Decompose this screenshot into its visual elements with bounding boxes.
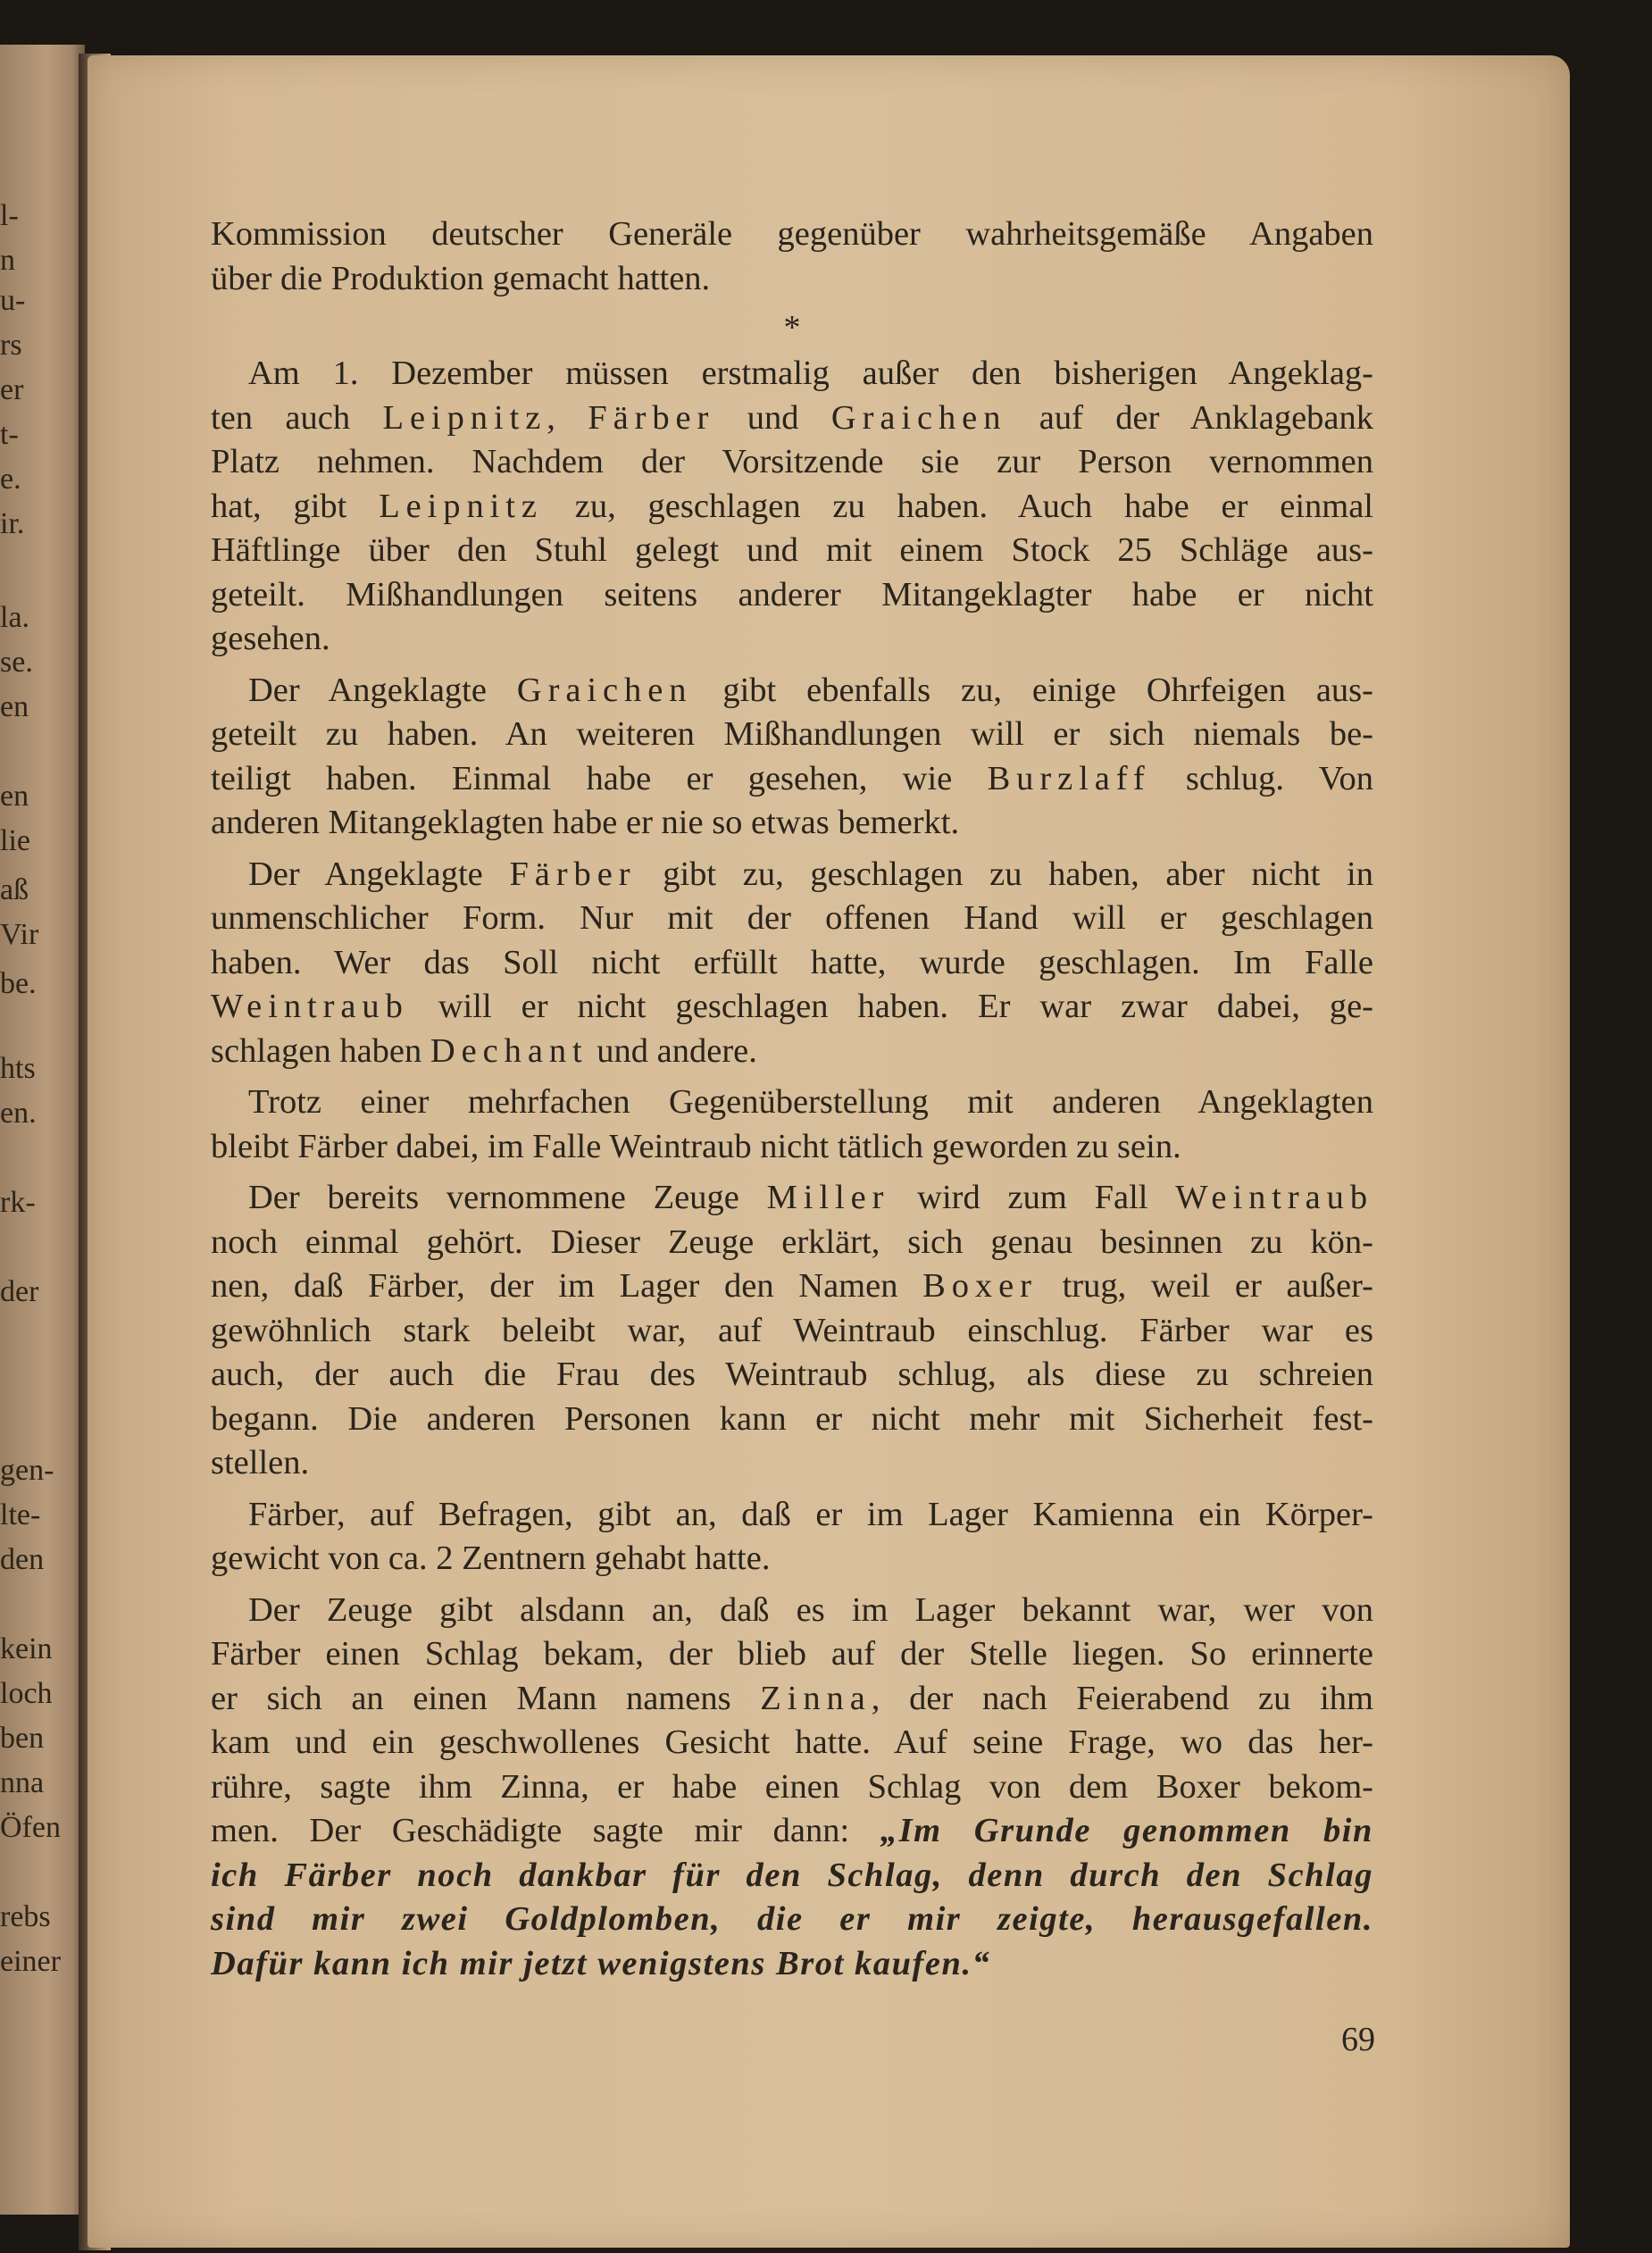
text-line: Trotz einer mehrfachen Gegenüberstellung mit anderen Angeklagten: [248, 1083, 1373, 1121]
text-line: Der Angeklagte Färber gibt zu, geschlagen zu haben, aber nicht in: [248, 855, 1373, 893]
text-line: Am 1. Dezember müssen erstmalig außer den bisherigen Angeklag-: [248, 355, 1373, 392]
text-line: geteilt. Mißhandlungen seitens anderer Mitangeklagter habe er nicht: [211, 575, 1373, 613]
left-fragment: l-: [0, 199, 19, 232]
left-fragment: ir.: [0, 507, 25, 540]
text-line: begann. Die anderen Personen kann er nicht mehr mit Sicherheit fest-: [211, 1399, 1373, 1438]
text-line: nen, daß Färber, der im Lager den Namen Boxer trug, weil er außer-: [211, 1267, 1373, 1305]
left-fragment: be.: [0, 967, 37, 1000]
left-fragment: aß: [0, 873, 29, 906]
text-line: Der Angeklagte Graichen gibt ebenfalls zu, einige Ohrfeigen aus-: [248, 671, 1373, 709]
text-line: Der bereits vernommene Zeuge Miller wird zum Fall Weintraub: [248, 1179, 1373, 1216]
body-text: [211, 213, 1373, 1986]
paragraph-graichen: [211, 669, 1373, 846]
left-fragment: loch: [0, 1677, 53, 1710]
left-fragment: se.: [0, 646, 33, 679]
text-line: Färber einen Schlag bekam, der blieb auf der Stelle liegen. So erinnerte: [211, 1635, 1373, 1673]
text-line: kam und ein geschwollenes Gesicht hatte. Auf seine Frage, wo das her-: [211, 1723, 1373, 1761]
text-line: gewöhnlich stark beleibt war, auf Weintraub einschlug. Färber war es: [211, 1311, 1373, 1349]
left-fragment: hts: [0, 1052, 36, 1085]
left-fragment: den: [0, 1543, 45, 1576]
left-fragment: kein: [0, 1632, 53, 1665]
text-line: Weintraub will er nicht geschlagen haben. Er war zwar dabei, ge-: [211, 988, 1373, 1025]
left-fragment: en: [0, 690, 29, 723]
text-line: stellen.: [211, 1444, 310, 1481]
left-fragment: rs: [0, 329, 22, 362]
paragraph-zeuge-miller: [211, 1176, 1373, 1486]
quote-line: ich Färber noch dankbar für den Schlag, denn durch den Schlag: [211, 1856, 1373, 1894]
quote-line: sind mir zwei Goldplomben, die er mir zeigte, herausgefallen.: [211, 1900, 1373, 1938]
left-fragment: der: [0, 1275, 39, 1308]
text-line: über die Produktion gemacht hatten.: [211, 259, 711, 297]
left-fragment: einer: [0, 1945, 61, 1978]
text-line: Färber, auf Befragen, gibt an, daß er im Lager Kamienna ein Körper-: [248, 1495, 1373, 1533]
paragraph-faerber: [211, 853, 1373, 1074]
page-number: 69: [1341, 2021, 1375, 2058]
left-fragment: t-: [0, 418, 19, 451]
left-fragment: Öfen: [0, 1811, 61, 1844]
text-line: gewicht von ca. 2 Zentnern gehabt hatte.: [211, 1540, 771, 1577]
left-fragment: en: [0, 780, 29, 813]
left-fragment: e.: [0, 463, 21, 496]
text-line: ten auch Leipnitz, Färber und Graichen auf der Anklagebank: [211, 398, 1373, 437]
left-fragment: ben: [0, 1722, 45, 1755]
text-line: er sich an einen Mann namens Zinna, der nach Feierabend zu ihm: [211, 1679, 1373, 1717]
text-line: auch, der auch die Frau des Weintraub schlug, als diese zu schreien: [211, 1356, 1373, 1393]
text-line: Häftlinge über den Stuhl gelegt und mit einem Stock 25 Schläge aus-: [211, 531, 1373, 569]
left-fragment: n: [0, 244, 15, 277]
text-line: noch einmal gehört. Dieser Zeuge erklärt, sich genau besinnen zu kön-: [211, 1222, 1373, 1261]
left-fragment: rk-: [0, 1186, 36, 1219]
quote-text: „Im Grunde genommen bin: [880, 1812, 1373, 1849]
section-separator: *: [783, 309, 801, 346]
left-fragment: la.: [0, 601, 30, 634]
text-line: anderen Mitangeklagten habe er nie so etwas bemerkt.: [211, 804, 960, 841]
paragraph-dezember: [211, 352, 1373, 662]
text-line: men. Der Geschädigte sagte mir dann: „Im Grunde genommen bin: [211, 1812, 1373, 1849]
paragraph-koerpergewicht: [211, 1493, 1373, 1581]
left-fragment: lie: [0, 824, 30, 857]
text-line: geteilt zu haben. An weiteren Mißhandlungen will er sich niemals be-: [211, 715, 1373, 753]
paragraph-gegenueberstellung: [211, 1081, 1373, 1169]
text-line: teiligt haben. Einmal habe er gesehen, wie Burzlaff schlug. Von: [211, 759, 1373, 797]
left-fragment: er: [0, 373, 24, 406]
text-line: bleibt Färber dabei, im Falle Weintraub nicht tätlich geworden zu sein.: [211, 1127, 1181, 1165]
text-line: gesehen.: [211, 620, 330, 657]
left-fragment: u-: [0, 284, 26, 317]
left-fragment: nna: [0, 1766, 45, 1799]
left-fragment: en.: [0, 1097, 37, 1130]
paragraph-intro: [211, 213, 1373, 301]
left-fragment: rebs: [0, 1900, 51, 1933]
left-fragment: Vir: [0, 918, 39, 951]
text-line: Der Zeuge gibt alsdann an, daß es im Lager bekannt war, wer von: [248, 1590, 1373, 1629]
text-line: Kommission deutscher Generäle gegenüber wahrheitsgemäße Angaben: [211, 215, 1373, 253]
text-line: Platz nehmen. Nachdem der Vorsitzende sie zur Person vernommen: [211, 443, 1373, 480]
quote-line: Dafür kann ich mir jetzt wenigstens Brot kaufen.“: [211, 1944, 991, 1982]
text-line: rühre, sagte ihm Zinna, er habe einen Schlag von dem Boxer bekom-: [211, 1767, 1373, 1806]
text-line: schlagen haben Dechant und andere.: [211, 1031, 757, 1070]
text-line: unmenschlicher Form. Nur mit der offenen Hand will er geschlagen: [211, 899, 1373, 937]
left-page-edge: [0, 45, 85, 2215]
text-line: hat, gibt Leipnitz zu, geschlagen zu haben. Auch habe er einmal: [211, 487, 1373, 525]
left-fragment: gen-: [0, 1454, 54, 1487]
left-fragment: lte-: [0, 1498, 41, 1531]
text-line: haben. Wer das Soll nicht erfüllt hatte, wurde geschlagen. Im Falle: [211, 943, 1373, 981]
paragraph-zinna: [211, 1589, 1373, 1987]
